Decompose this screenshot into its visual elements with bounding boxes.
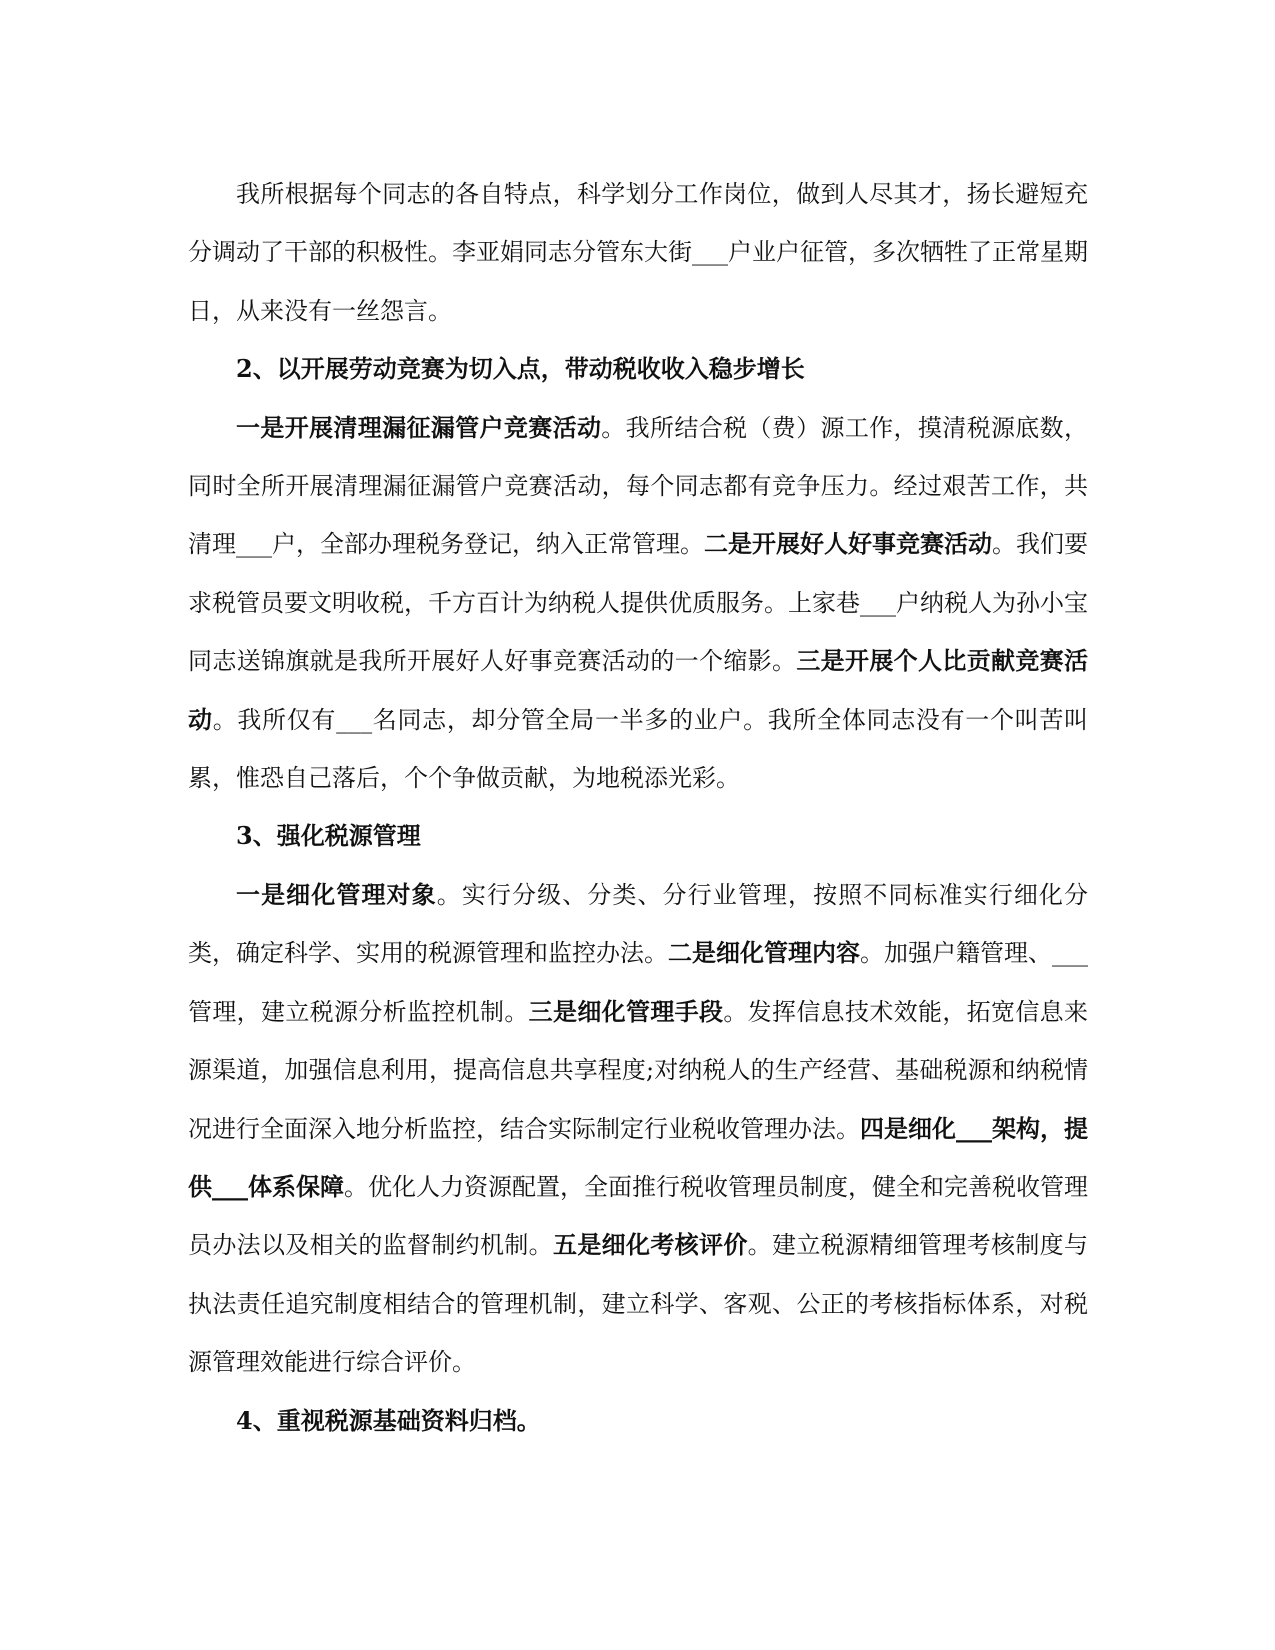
bold-phrase: 一是开展清理漏征漏管户竞赛活动 (236, 412, 602, 442)
bold-phrase: 三是细化管理手段 (528, 996, 724, 1026)
document-body (188, 165, 1088, 1450)
bold-phrase: 一是细化管理对象 (236, 879, 437, 909)
bold-phrase: 二是细化管理内容 (668, 938, 860, 968)
paragraph-staff-allocation: 我所根据每个同志的各自特点，科学划分工作岗位，做到人尽其才，扬长避短充分调动了干部的积极性。李亚娟同志分管东大街___户业户征管，多次牺牲了正常星期日，从来没有一丝怨言。 (188, 180, 1088, 325)
bold-phrase: 四是细化___架构，提供___体系保障 (188, 1113, 1088, 1201)
bold-phrase: 三是开展个人比贡献竞赛活动 (188, 646, 1089, 734)
bold-phrase: 二是开展好人好事竞赛活动 (704, 529, 992, 559)
bold-phrase: 五是细化考核评价 (553, 1230, 748, 1260)
heading-section-4: 4、重视税源基础资料归档。 (236, 1405, 541, 1435)
paragraph-labor-competition: 一是开展清理漏征漏管户竞赛活动。我所结合税（费）源工作，摸清税源底数，同时全所开展清理漏征漏管户竞赛活动，每个同志都有竞争压力。经过艰苦工作，共清理___户，全部办理税务登记，纳入正常管理。二是开展好人好事竞赛活动。我们要求税管员要文明收税，千方百计为纳税人提供优质服务。上家巷___户纳税人为孙小宝同志送锦旗就是我所开展好人好事竞赛活动的一个缩影。三是开展个人比贡献竞赛活动。我所仅有___名同志，却分管全局一半多的业户。我所全体同志没有一个叫苦叫累，惟恐自己落后，个个争做贡献，为地税添光彩。 (188, 412, 1089, 793)
heading-section-3: 3、强化税源管理 (236, 821, 421, 851)
heading-section-2: 2、以开展劳动竞赛为切入点，带动税收收入稳步增长 (236, 354, 805, 384)
paragraph-tax-source-management: 一是细化管理对象。实行分级、分类、分行业管理，按照不同标准实行细化分类，确定科学、实用的税源管理和监控办法。二是细化管理内容。加强户籍管理、___管理，建立税源分析监控机制。三是细化管理手段。发挥信息技术效能，拓宽信息来源渠道，加强信息利用，提高信息共享程度;对纳税人的生产经营、基础税源和纳税情况进行全面深入地分析监控，结合实际制定行业税收管理办法。四是细化___架构，提供___体系保障。优化人力资源配置，全面推行税收管理员制度，健全和完善税收管理员办法以及相关的监督制约机制。五是细化考核评价。建立税源精细管理考核制度与执法责任追究制度相结合的管理机制，建立科学、客观、公正的考核指标体系，对税源管理效能进行综合评价。 (188, 879, 1089, 1377)
